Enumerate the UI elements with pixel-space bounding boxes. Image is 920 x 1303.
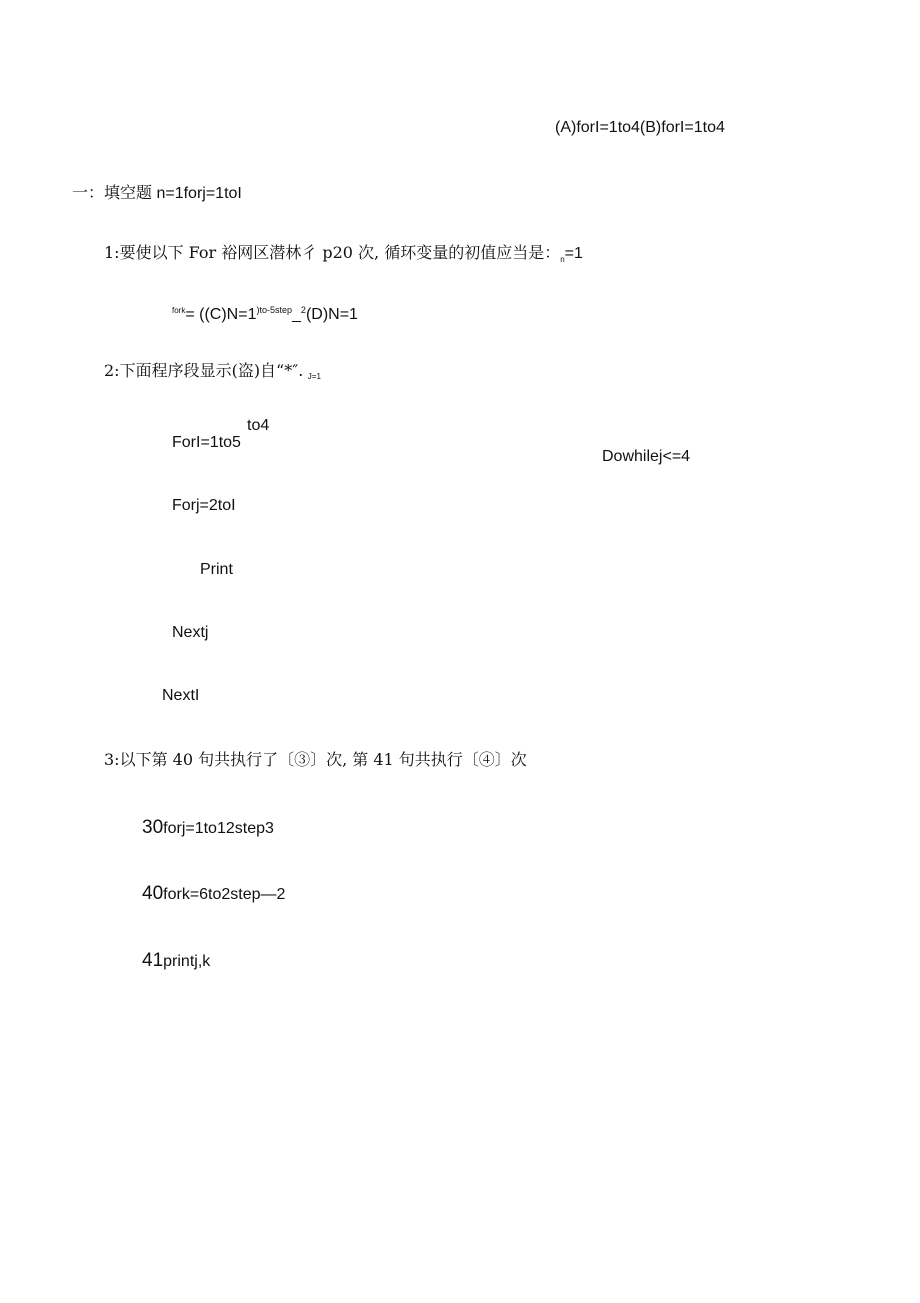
code-line-number: 30 xyxy=(142,817,164,838)
options-cd-d: (D)N=1 xyxy=(305,306,358,323)
question-2-sub-j: J=1 xyxy=(307,372,321,381)
section-heading-prefix: 一：填空题 xyxy=(72,183,153,202)
options-cd-sup-to: )to-5step xyxy=(256,305,293,315)
options-cd xyxy=(172,307,358,323)
question-3: 3:以下第 40 句共执行了〔③〕次, 第 41 句共执行〔④〕次 xyxy=(104,750,527,769)
code-line xyxy=(142,818,274,837)
question-1-sub-n: n xyxy=(560,255,565,264)
question-1-eq: =1 xyxy=(564,245,583,262)
code-line-number: 41 xyxy=(142,950,164,971)
code-line-text: fork=6to2step—2 xyxy=(163,886,286,903)
code-line-number: 40 xyxy=(142,883,164,904)
options-cd-sup-fork: fork xyxy=(172,306,186,315)
question-2-text: 2:下面程序段显示(盗)自“*″. xyxy=(104,361,304,380)
question-1 xyxy=(104,245,583,262)
options-ab: (A)forI=1to4(B)forI=1to4 xyxy=(555,119,725,136)
question-1-text: 1:要使以下 For 裕网区潜林彳 p20 次, 循环变量的初值应当是： xyxy=(104,243,561,262)
options-cd-underscore: _ xyxy=(292,306,301,323)
section-heading xyxy=(72,185,242,202)
question-2 xyxy=(104,363,321,380)
program-line-1: ForI=1to5 xyxy=(172,434,241,451)
program-dowhile: Dowhilej<=4 xyxy=(602,448,691,465)
program-line-2: Forj=2toI xyxy=(172,497,236,514)
options-cd-eq: = ( xyxy=(185,306,205,323)
program-to4: to4 xyxy=(247,417,270,434)
code-line xyxy=(142,884,285,903)
code-line xyxy=(142,951,210,970)
program-line-4: Nextj xyxy=(172,624,209,641)
section-heading-code: n=1forj=1toI xyxy=(156,185,242,202)
code-line-text: printj,k xyxy=(163,953,211,970)
program-line-3: Print xyxy=(200,561,233,578)
options-cd-sup-2: 2 xyxy=(300,305,306,315)
options-cd-c: (C)N=1 xyxy=(204,306,257,323)
code-line-text: forj=1to12step3 xyxy=(163,820,274,837)
program-line-5: NextI xyxy=(162,687,200,704)
